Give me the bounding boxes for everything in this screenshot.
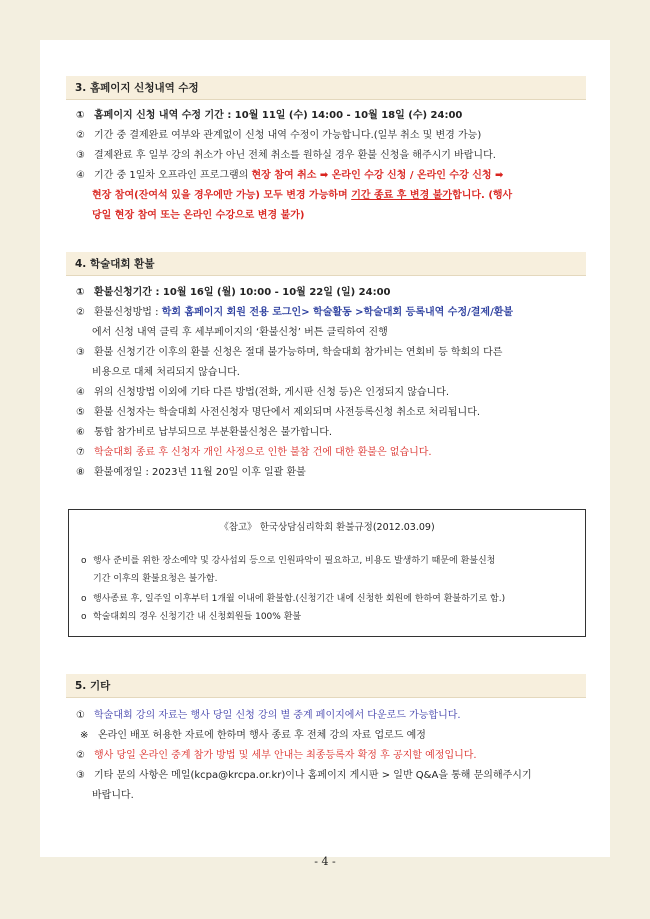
sec4-item-2-cont: 에서 신청 내역 클릭 후 세부페이지의 ‘환불신청’ 버튼 클릭하여 진행 bbox=[92, 327, 388, 338]
refund-policy-line-1 bbox=[81, 552, 495, 570]
sec4-item-1 bbox=[76, 283, 591, 303]
item-text: 환불신청기간 : 10월 16일 (월) 10:00 - 10월 22일 (일) 24:00 bbox=[94, 287, 391, 298]
sec4-item-2 bbox=[76, 303, 591, 323]
item-number: ⑤ bbox=[76, 407, 85, 418]
sec4-item-7 bbox=[76, 443, 591, 463]
item-text-highlight: 학술대회 강의 자료는 행사 당일 신청 강의 별 중계 페이지에서 다운로드 가능합니다. bbox=[94, 710, 461, 721]
item-text: 환불 신청자는 학술대회 사전신청자 명단에서 제외되며 사전등록신청 취소로 처리됩니다. bbox=[94, 407, 481, 418]
item-text: 환불 신청기간 이후의 환불 신청은 절대 불가능하며, 학술대회 참가비는 연회비 등 학회의 다른 bbox=[94, 347, 503, 358]
sec3-item-2 bbox=[76, 126, 591, 146]
item-number: ① bbox=[76, 710, 85, 721]
item-text-highlight: 합니다. (행사 bbox=[452, 190, 513, 201]
item-number: ② bbox=[76, 130, 85, 141]
item-number: ④ bbox=[76, 387, 85, 398]
item-number: ③ bbox=[76, 150, 85, 161]
sec4-item-3 bbox=[76, 343, 591, 363]
item-text: 환불예정일 : 2023년 11월 20일 이후 일괄 환불 bbox=[94, 467, 306, 478]
policy-text: 행사종료 후, 일주일 이후부터 1개월 이내에 환불함.(신청기간 내에 신청한 회원에 한하여 환불하기로 함.) bbox=[93, 594, 506, 604]
item-text: 위의 신청방법 이외에 기타 다른 방법(전화, 게시판 신청 등)은 인정되지 않습니다. bbox=[94, 387, 450, 398]
item-text-highlight: 당일 현장 참여 또는 온라인 수강으로 변경 불가) bbox=[92, 210, 305, 221]
refund-policy-line-2 bbox=[81, 590, 505, 608]
section-4-heading: 4. 학술대회 환불 bbox=[66, 252, 586, 276]
sec5-item-3 bbox=[76, 766, 591, 786]
sec3-item-4-cont2 bbox=[92, 206, 304, 226]
item-text-highlight: 행사 당일 온라인 중계 참가 방법 및 세부 안내는 최종등록자 확정 후 공지할 예정입니다. bbox=[94, 750, 477, 761]
sec4-item-8 bbox=[76, 463, 591, 483]
sec4-item-5 bbox=[76, 403, 591, 423]
item-text: 기간 중 결제완료 여부와 관계없이 신청 내역 수정이 가능합니다.(일부 취소 및 변경 가능) bbox=[94, 130, 482, 141]
item-text-highlight: 현장 참여(잔여석 있을 경우에만 가능) 모두 변경 가능하며 bbox=[92, 190, 352, 201]
sec4-item-4 bbox=[76, 383, 591, 403]
item-text: 환불신청방법 : bbox=[94, 307, 162, 318]
policy-text: 행사 준비를 위한 장소예약 및 강사섭외 등으로 인원파악이 필요하고, 비용도 발생하기 때문에 환불신청 bbox=[93, 556, 496, 566]
item-text-underlined: 기간 종료 후 변경 불가 bbox=[351, 190, 453, 201]
bullet: o bbox=[81, 556, 87, 566]
item-number: ① bbox=[76, 110, 85, 121]
section-3-heading: 3. 홈페이지 신청내역 수정 bbox=[66, 76, 586, 100]
item-text: 기타 문의 사항은 메일(kcpa@krcpa.or.kr)이나 홈페이지 게시판 > 일반 Q&A을 통해 문의해주시기 bbox=[94, 770, 532, 781]
sec3-item-4-cont bbox=[92, 186, 512, 206]
page-number: - 4 - bbox=[314, 855, 336, 868]
sec5-note bbox=[80, 726, 595, 746]
item-number: ⑧ bbox=[76, 467, 85, 478]
item-number: ③ bbox=[76, 770, 85, 781]
item-text: 온라인 배포 허용한 자료에 한하며 행사 종료 후 전체 강의 자료 업로드 예정 bbox=[98, 730, 426, 741]
refund-policy-line-1-cont: 기간 이후의 환불요청은 불가함. bbox=[93, 574, 218, 584]
bullet: o bbox=[81, 594, 87, 604]
policy-text: 학술대회의 경우 신청기간 내 신청회원들 100% 환불 bbox=[93, 612, 302, 622]
item-text: 결제완료 후 일부 강의 취소가 아닌 전체 취소를 원하실 경우 환불 신청을 해주시기 바랍니다. bbox=[94, 150, 496, 161]
item-number: ② bbox=[76, 307, 85, 318]
item-text: 통합 참가비로 납부되므로 부분환불신청은 불가합니다. bbox=[94, 427, 333, 438]
sec3-item-1 bbox=[76, 106, 591, 126]
sec5-item-3-cont: 바랍니다. bbox=[92, 790, 134, 801]
sec5-item-1 bbox=[76, 706, 591, 726]
item-text-highlight: 현장 참여 취소 ➡ 온라인 수강 신청 / 온라인 수강 신청 ➡ bbox=[251, 170, 504, 181]
refund-policy-box bbox=[68, 509, 586, 637]
item-text: 기간 중 1일차 오프라인 프로그램의 bbox=[94, 170, 252, 181]
item-number: ③ bbox=[76, 347, 85, 358]
document-page bbox=[40, 40, 610, 857]
bullet: o bbox=[81, 612, 87, 622]
sec3-item-4 bbox=[76, 166, 591, 186]
note-mark: ※ bbox=[80, 730, 89, 741]
refund-policy-title: 《참고》 한국상담심리학회 환불규정(2012.03.09) bbox=[219, 522, 435, 533]
sec3-item-3 bbox=[76, 146, 591, 166]
item-number: ④ bbox=[76, 170, 85, 181]
item-number: ② bbox=[76, 750, 85, 761]
item-number: ⑦ bbox=[76, 447, 85, 458]
sec4-item-3-cont: 비용으로 대체 처리되지 않습니다. bbox=[92, 367, 240, 378]
refund-policy-line-3 bbox=[81, 608, 301, 626]
item-text-path: 학회 홈페이지 회원 전용 로그인> 학술활동 >학술대회 등록내역 수정/결제/환불 bbox=[161, 307, 514, 318]
item-number: ① bbox=[76, 287, 85, 298]
item-text: 홈페이지 신청 내역 수정 기간 : 10월 11일 (수) 14:00 - 10월 18일 (수) 24:00 bbox=[94, 110, 463, 121]
section-5-heading: 5. 기타 bbox=[66, 674, 586, 698]
item-text-highlight: 학술대회 종료 후 신청자 개인 사정으로 인한 불참 건에 대한 환불은 없습니다. bbox=[94, 447, 432, 458]
sec4-item-6 bbox=[76, 423, 591, 443]
sec5-item-2 bbox=[76, 746, 591, 766]
item-number: ⑥ bbox=[76, 427, 85, 438]
